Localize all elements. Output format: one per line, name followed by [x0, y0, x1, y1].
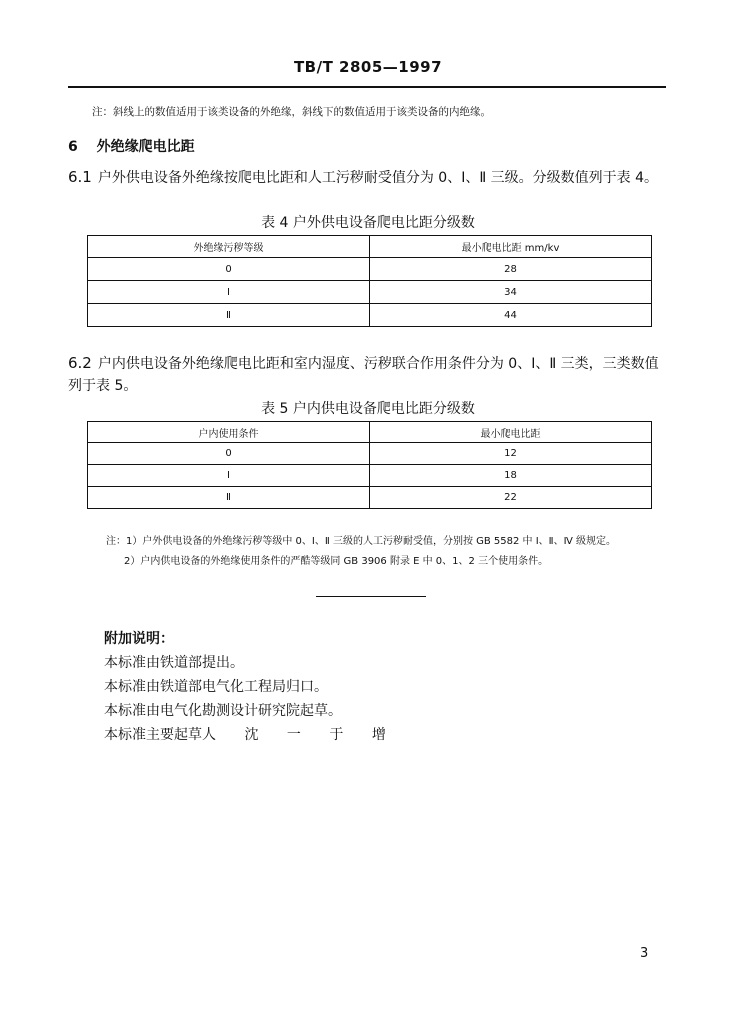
- additional-title: 附加说明：: [104, 631, 174, 647]
- footnote-2: 2）户内供电设备的外绝缘使用条件的严酷等级同 GB 3906 附录 E 中 0、1、2 三个使用条件。: [124, 556, 549, 567]
- additional-line: 本标准由铁道部电气化工程局归口。: [104, 679, 328, 695]
- table-cell: 0: [88, 258, 370, 281]
- table-row: [88, 443, 652, 465]
- table-row: [88, 465, 652, 487]
- table-header-row: [88, 422, 652, 443]
- table-row: [88, 258, 652, 281]
- table-cell: 22: [370, 487, 652, 509]
- paragraph-number: 6.2: [68, 354, 92, 372]
- drafter-char: 沈: [244, 727, 259, 743]
- additional-line: 本标准由铁道部提出。: [104, 655, 244, 671]
- paragraph-number: 6.1: [68, 168, 92, 186]
- table-cell: 18: [370, 465, 652, 487]
- table4: [87, 235, 652, 327]
- table-cell: Ⅱ: [88, 487, 370, 509]
- section-title: 外绝缘爬电比距: [96, 139, 195, 155]
- table4-caption: 表 4 户外供电设备爬电比距分级数: [261, 215, 475, 231]
- table-cell: 34: [370, 281, 652, 304]
- table-cell: Ⅰ: [88, 281, 370, 304]
- drafters-line: [104, 723, 410, 747]
- section-heading: [68, 136, 195, 156]
- table-cell: Ⅱ: [88, 304, 370, 327]
- table-header-cell: 外绝缘污秽等级: [88, 236, 370, 258]
- drafter-char: 一: [286, 727, 301, 743]
- table-cell: 0: [88, 443, 370, 465]
- additional-line: 本标准由电气化勘测设计研究院起草。: [104, 703, 342, 719]
- table-header-cell: 户内使用条件: [88, 422, 370, 443]
- page-number: 3: [640, 946, 649, 961]
- drafter-char: 于: [329, 727, 344, 743]
- header-rule: [68, 86, 666, 88]
- table-row: [88, 281, 652, 304]
- footnote-1: 注：1）户外供电设备的外绝缘污秽等级中 0、Ⅰ、Ⅱ 三级的人工污秽耐受值，分别按 GB 5582 中 Ⅰ、Ⅱ、Ⅳ 级规定。: [106, 536, 617, 547]
- paragraph-6-1: [68, 166, 668, 189]
- drafter-char: 增: [371, 727, 386, 743]
- table-header-cell: 最小爬电比距: [370, 422, 652, 443]
- additional-notes: [104, 627, 410, 747]
- table-header-row: [88, 236, 652, 258]
- table-row: [88, 304, 652, 327]
- table5: [87, 421, 652, 509]
- table-header-cell: 最小爬电比距 mm/kv: [370, 236, 652, 258]
- table-cell: 44: [370, 304, 652, 327]
- table-cell: Ⅰ: [88, 465, 370, 487]
- table5-caption: 表 5 户内供电设备爬电比距分级数: [261, 401, 475, 417]
- drafters-label: 本标准主要起草人: [104, 727, 216, 743]
- paragraph-6-2: [68, 352, 668, 397]
- table-cell: 28: [370, 258, 652, 281]
- table-cell: 12: [370, 443, 652, 465]
- top-note: 注：斜线上的数值适用于该类设备的外绝缘，斜线下的数值适用于该类设备的内绝缘。: [92, 106, 491, 118]
- paragraph-text: 户外供电设备外绝缘按爬电比距和人工污秽耐受值分为 0、Ⅰ、Ⅱ 三级。分级数值列于表 4。: [97, 170, 659, 186]
- page-header-code: TB/T 2805—1997: [293, 58, 443, 76]
- separator-rule: [316, 596, 426, 597]
- table-row: [88, 487, 652, 509]
- paragraph-text: 户内供电设备外绝缘爬电比距和室内湿度、污秽联合作用条件分为 0、Ⅰ、Ⅱ 三类，三类数值列于表 5。: [68, 356, 659, 394]
- section-number: 6: [68, 139, 78, 155]
